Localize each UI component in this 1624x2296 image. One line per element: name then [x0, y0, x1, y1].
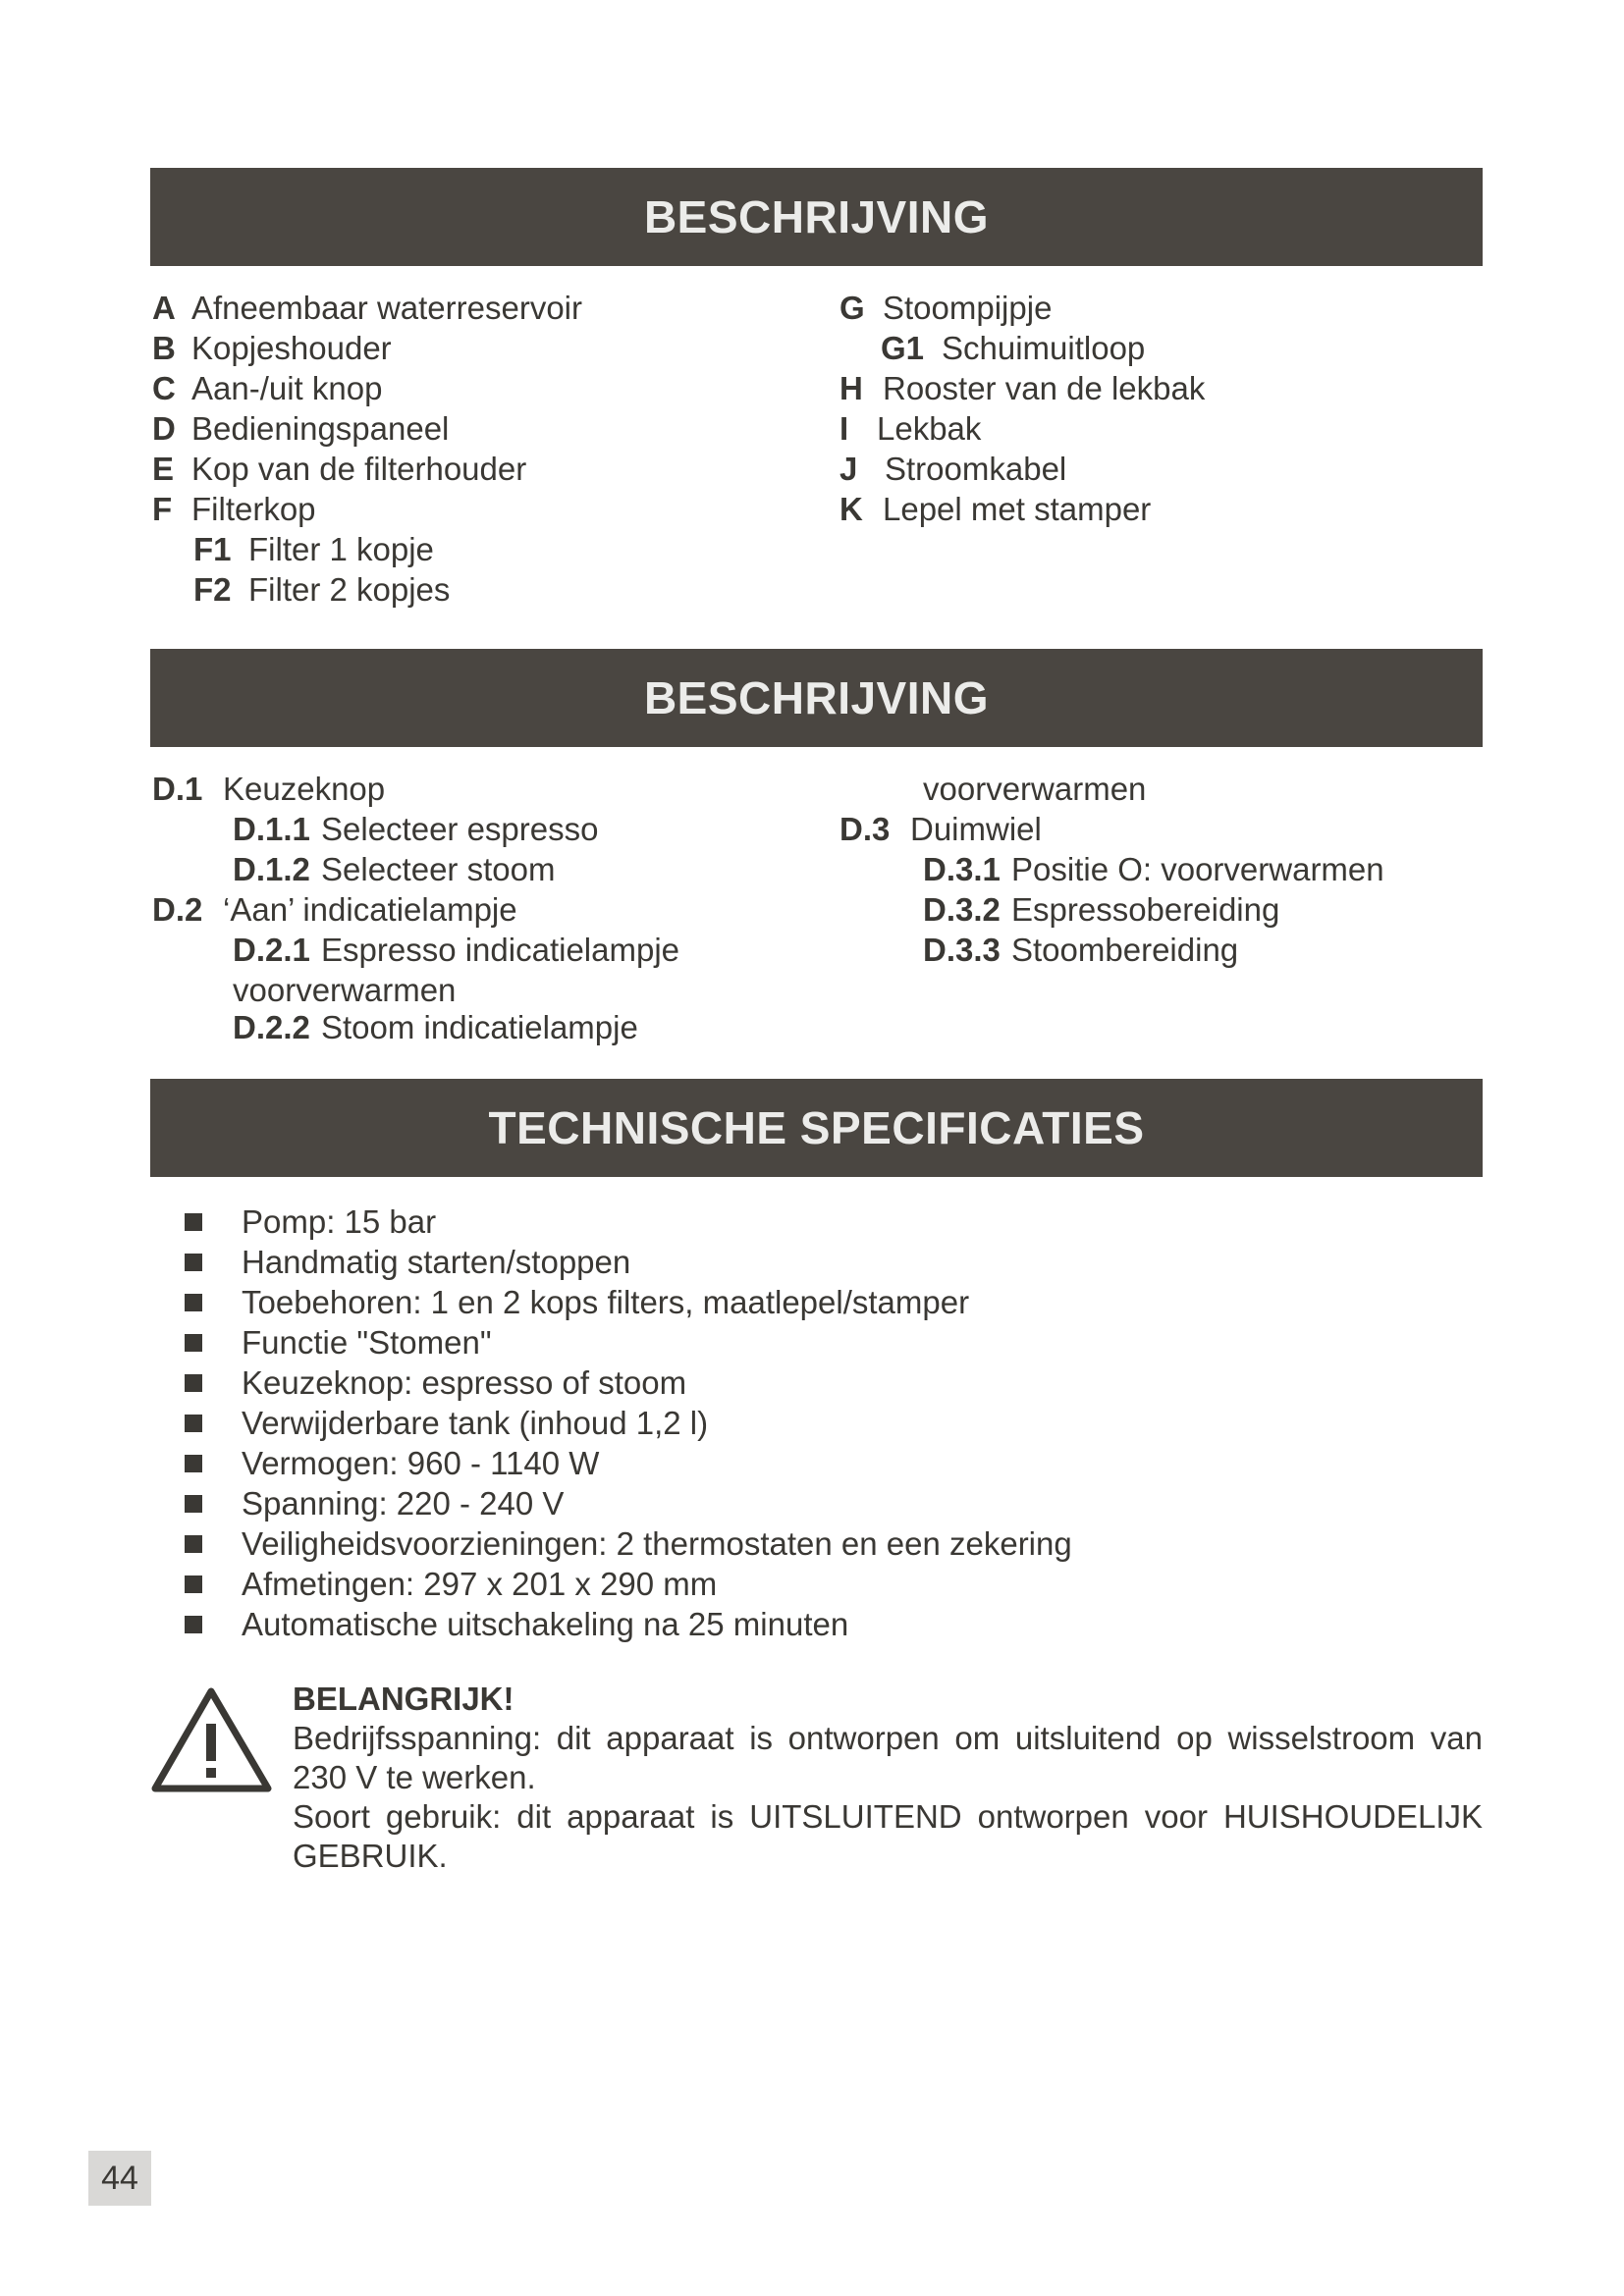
spec-text: Pomp: 15 bar: [242, 1203, 437, 1240]
list-item: [839, 489, 1205, 529]
item-key: D.3.1: [923, 851, 1001, 887]
bullet-square-icon: [185, 1495, 202, 1513]
item-label: Espresso indicatielampje: [321, 932, 680, 968]
list-item: [185, 1564, 1072, 1604]
page-number: [88, 2151, 151, 2206]
item-key: D.3.2: [923, 891, 1001, 928]
item-key: D.1.1: [233, 811, 310, 847]
specs-list: [185, 1201, 1072, 1644]
spec-text: Spanning: 220 - 240 V: [242, 1485, 565, 1522]
section-title: BESCHRIJVING: [643, 191, 990, 242]
list-item: [839, 849, 1384, 889]
section-header-controls: [150, 649, 1483, 747]
list-item: [152, 569, 582, 610]
list-item: [152, 288, 582, 328]
list-item: [839, 449, 1205, 489]
warning-block: [293, 1680, 1483, 1876]
item-label: Rooster van de lekbak: [883, 370, 1206, 406]
list-item: [839, 328, 1205, 368]
list-item: [152, 849, 679, 889]
bullet-square-icon: [185, 1254, 202, 1271]
item-key: J: [839, 451, 858, 487]
list-item: [152, 889, 679, 930]
warning-title: BELANGRIJK!: [293, 1681, 514, 1717]
list-item: [152, 809, 679, 849]
item-key: D: [152, 410, 176, 447]
list-item: [839, 809, 1384, 849]
spec-text: Handmatig starten/stoppen: [242, 1244, 631, 1280]
section-header-description: [150, 168, 1483, 266]
list-item: [185, 1201, 1072, 1242]
list-item: [185, 1282, 1072, 1322]
list-item: [152, 449, 582, 489]
item-label: Duimwiel: [910, 811, 1042, 847]
list-item: [839, 288, 1205, 328]
list-item: [152, 408, 582, 449]
spec-text: Verwijderbare tank (inhoud 1,2 l): [242, 1405, 709, 1441]
list-item: [152, 769, 679, 809]
item-key: A: [152, 290, 176, 326]
spec-text: Veiligheidsvoorzieningen: 2 thermostaten en een zekering: [242, 1525, 1072, 1562]
item-key: F1: [193, 531, 232, 567]
list-item: [839, 889, 1384, 930]
list-item: [185, 1604, 1072, 1644]
spec-text: Automatische uitschakeling na 25 minuten: [242, 1606, 849, 1642]
item-label: Selecteer stoom: [321, 851, 556, 887]
bullet-square-icon: [185, 1455, 202, 1472]
list-item: [185, 1483, 1072, 1523]
item-key: D.3: [839, 811, 891, 847]
controls-list-left: [152, 769, 679, 1047]
item-label: Lepel met stamper: [883, 491, 1152, 527]
list-item: [185, 1523, 1072, 1564]
item-label: Stoompijpje: [883, 290, 1053, 326]
list-item: [185, 1322, 1072, 1362]
item-label: Aan-/uit knop: [191, 370, 383, 406]
spec-text: Functie "Stomen": [242, 1324, 492, 1361]
item-label: Espressobereiding: [1011, 891, 1280, 928]
list-item: [152, 930, 679, 970]
warning-text-usage: Soort gebruik: dit apparaat is UITSLUITEND ontworpen voor HUISHOUDELIJK GEBRUIK.: [293, 1798, 1483, 1874]
bullet-square-icon: [185, 1374, 202, 1392]
list-item: [185, 1242, 1072, 1282]
item-key: B: [152, 330, 176, 366]
bullet-square-icon: [185, 1415, 202, 1432]
list-item: [839, 930, 1384, 970]
list-item-continuation: [152, 970, 679, 1007]
warning-text-voltage: Bedrijfsspanning: dit apparaat is ontworpen om uitsluitend op wisselstroom van 230 V te werken.: [293, 1720, 1483, 1795]
item-label: Lekbak: [877, 410, 982, 447]
item-key: G1: [881, 330, 925, 366]
bullet-square-icon: [185, 1294, 202, 1311]
bullet-square-icon: [185, 1616, 202, 1633]
bullet-square-icon: [185, 1575, 202, 1593]
item-label: Bedieningspaneel: [191, 410, 450, 447]
warning-triangle-icon: [150, 1686, 273, 1794]
item-label: Filterkop: [191, 491, 316, 527]
section-header-specs: [150, 1079, 1483, 1177]
item-label: ‘Aan’ indicatielampje: [223, 891, 517, 928]
item-key: D.1.2: [233, 851, 310, 887]
list-item: [152, 1007, 679, 1047]
item-key: C: [152, 370, 176, 406]
spec-text: Afmetingen: 297 x 201 x 290 mm: [242, 1566, 718, 1602]
list-item: [185, 1362, 1072, 1403]
spec-text: Toebehoren: 1 en 2 kops filters, maatlepel/stamper: [242, 1284, 970, 1320]
item-label: Positie O: voorverwarmen: [1011, 851, 1384, 887]
bullet-square-icon: [185, 1213, 202, 1231]
item-label: Filter 2 kopjes: [248, 571, 451, 608]
parts-list-left: [152, 288, 582, 610]
item-label: Stoom indicatielampje: [321, 1009, 638, 1045]
list-item: [152, 529, 582, 569]
list-item: [185, 1443, 1072, 1483]
item-key: D.2: [152, 891, 203, 928]
item-key: G: [839, 290, 865, 326]
list-item: [152, 489, 582, 529]
item-label: Keuzeknop: [223, 771, 386, 807]
item-label: voorverwarmen: [233, 972, 457, 1008]
parts-list-right: [839, 288, 1205, 529]
item-key: F: [152, 491, 173, 527]
list-item: [839, 368, 1205, 408]
list-item: [152, 368, 582, 408]
item-key: F2: [193, 571, 232, 608]
item-key: D.2.1: [233, 932, 310, 968]
item-key: D.2.2: [233, 1009, 310, 1045]
item-label: Kop van de filterhouder: [191, 451, 527, 487]
item-key: H: [839, 370, 863, 406]
item-key: E: [152, 451, 175, 487]
item-label: Selecteer espresso: [321, 811, 599, 847]
item-label: Filter 1 kopje: [248, 531, 434, 567]
item-key: K: [839, 491, 863, 527]
item-label: Schuimuitloop: [942, 330, 1146, 366]
item-label: Afneembaar waterreservoir: [191, 290, 582, 326]
item-key: I: [839, 410, 849, 447]
item-key: D.1: [152, 771, 203, 807]
section-title: BESCHRIJVING: [643, 672, 990, 723]
bullet-square-icon: [185, 1334, 202, 1352]
controls-list-right: [839, 769, 1384, 970]
spec-text: Vermogen: 960 - 1140 W: [242, 1445, 600, 1481]
item-label: Kopjeshouder: [191, 330, 392, 366]
list-item: [839, 408, 1205, 449]
spec-text: Keuzeknop: espresso of stoom: [242, 1364, 687, 1401]
item-label: voorverwarmen: [923, 771, 1147, 807]
page-number-text: 44: [101, 2159, 138, 2197]
item-label: Stroomkabel: [885, 451, 1067, 487]
list-item-continuation: [839, 769, 1384, 809]
bullet-square-icon: [185, 1535, 202, 1553]
list-item: [152, 328, 582, 368]
list-item: [185, 1403, 1072, 1443]
item-key: D.3.3: [923, 932, 1001, 968]
section-title: TECHNISCHE SPECIFICATIES: [488, 1102, 1145, 1153]
item-label: Stoombereiding: [1011, 932, 1239, 968]
